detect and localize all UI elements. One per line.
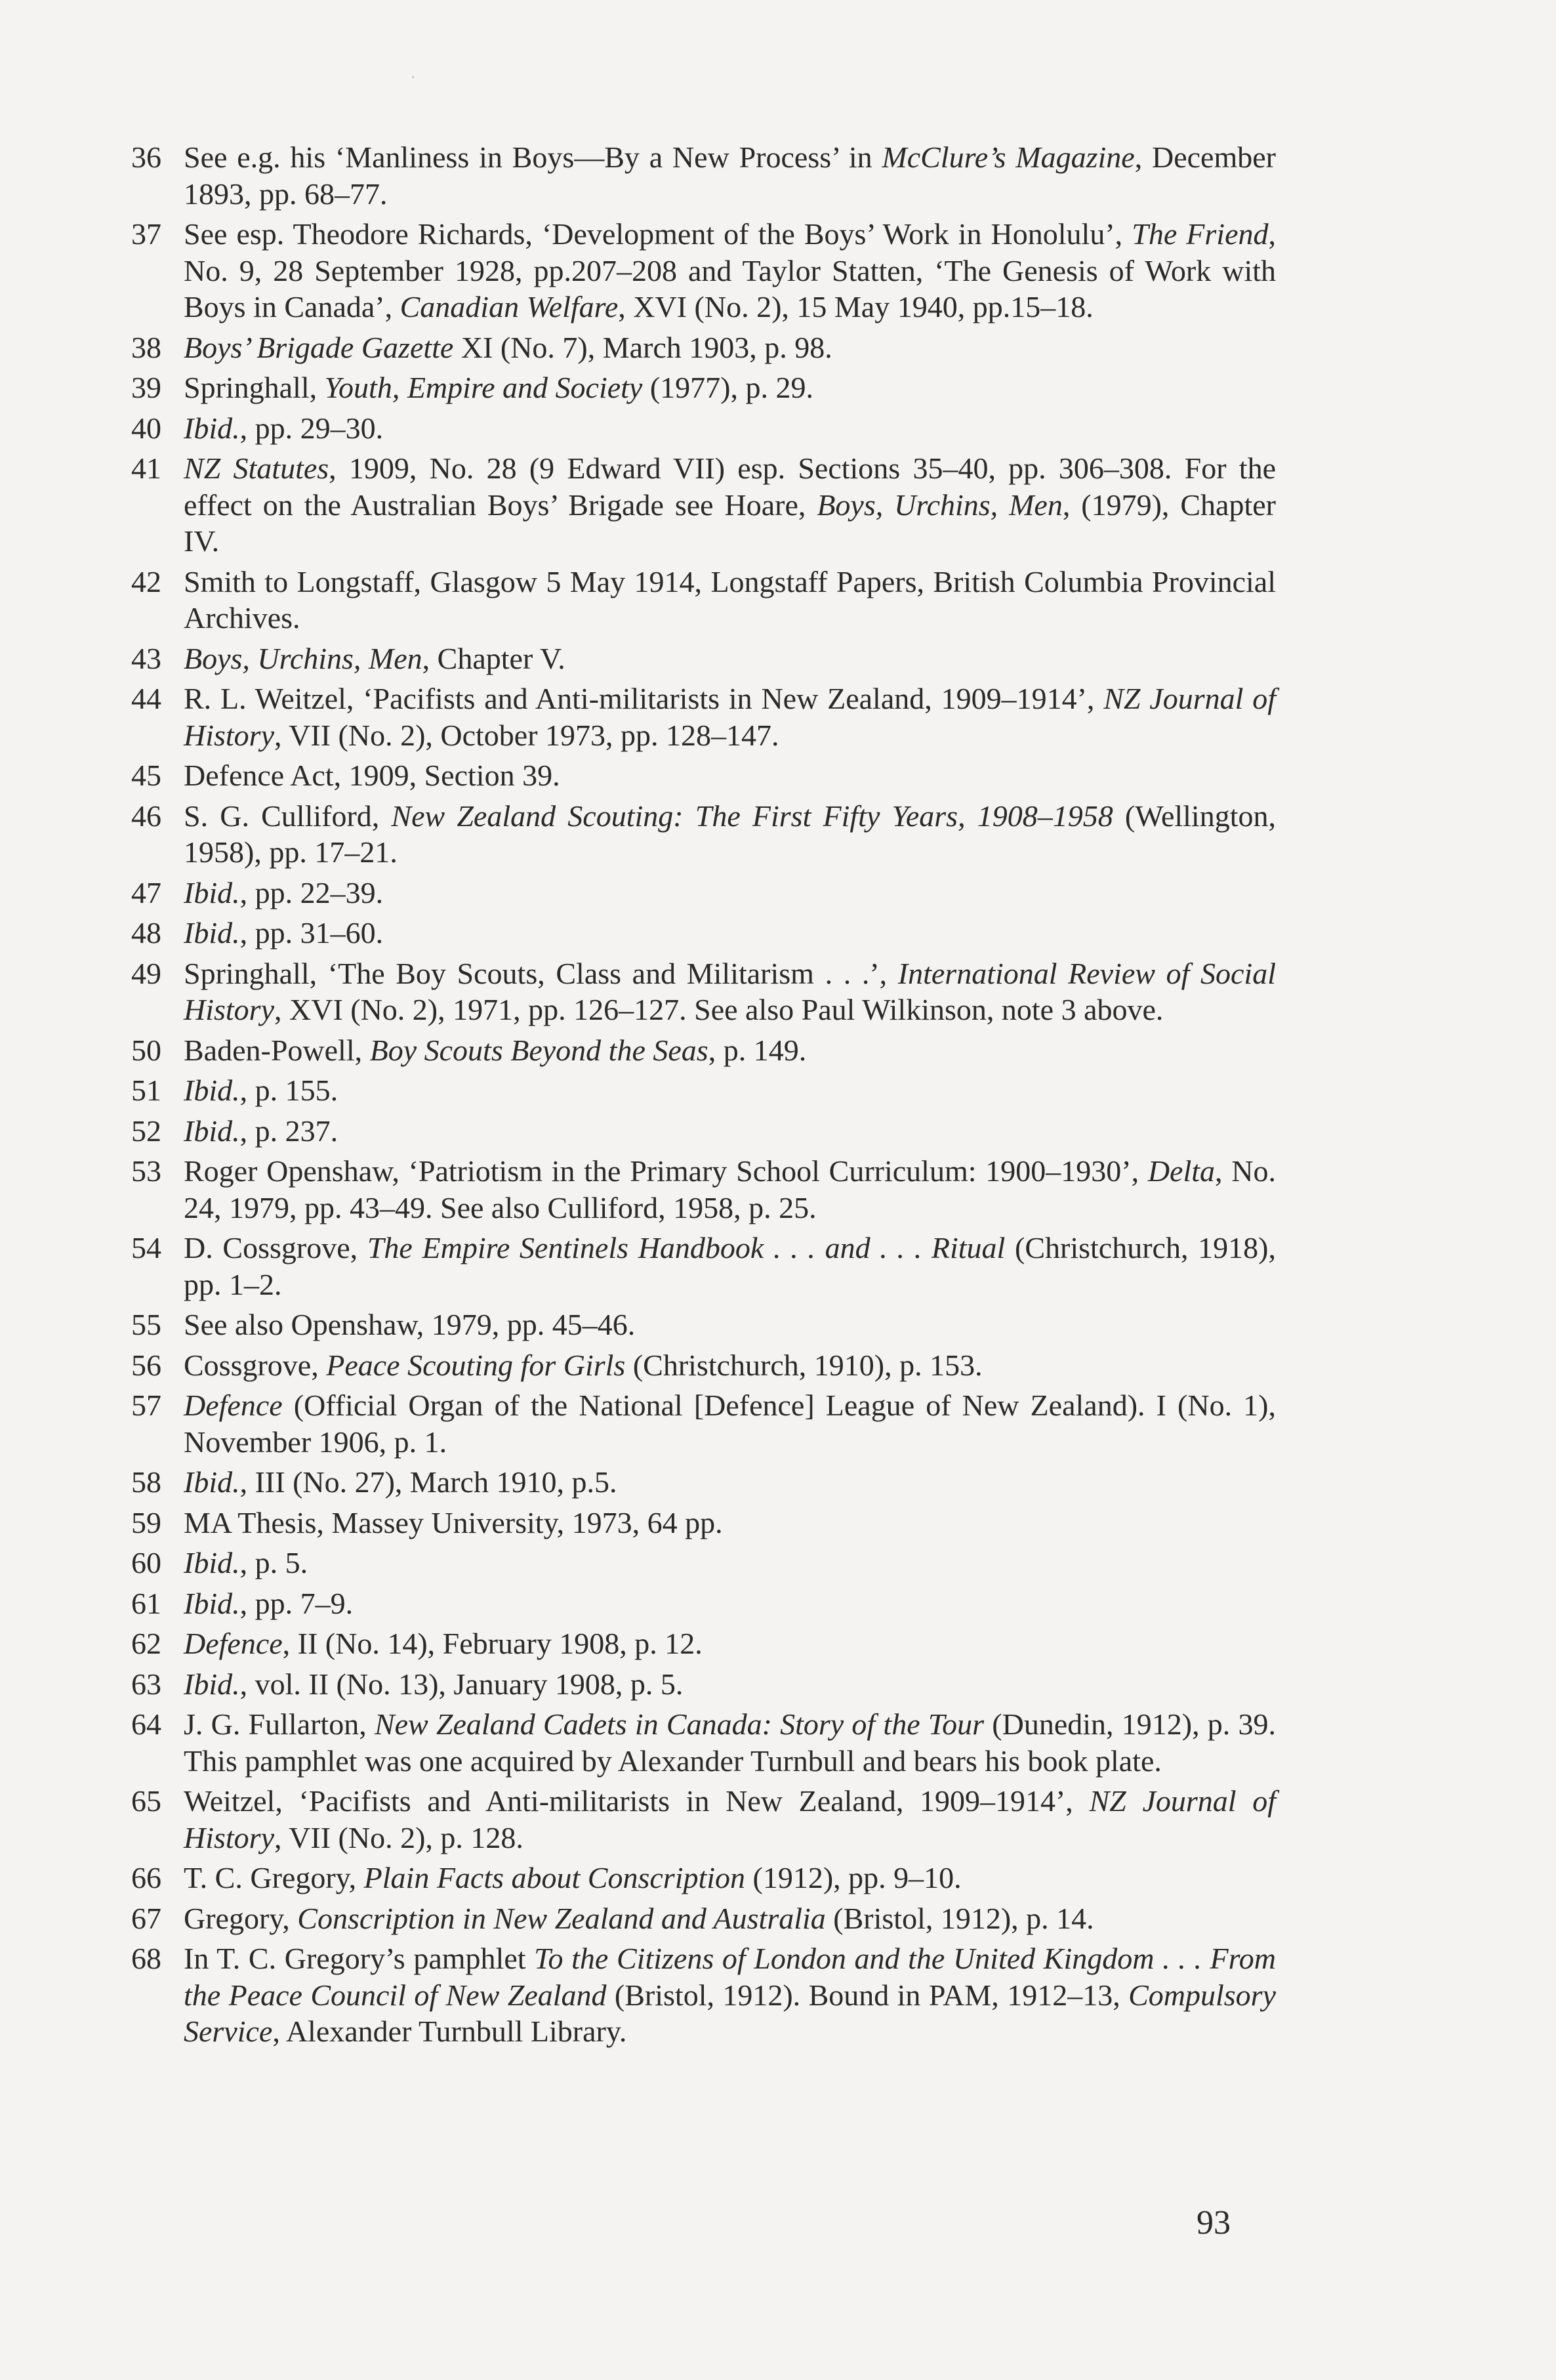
footnote-title-italic: To the Citizens of London and the United Kingdom . . . From the Peace Council of New Zealand xyxy=(184,1942,1276,2012)
footnote xyxy=(131,1306,1276,1343)
footnote-text-segment: , VII (No. 2), October 1973, pp. 128–147. xyxy=(274,718,779,752)
footnote-text-segment: , pp. 22–39. xyxy=(239,875,384,909)
footnote xyxy=(131,955,1276,1028)
footnote-number: 46 xyxy=(131,799,161,833)
footnote xyxy=(131,1940,1276,2050)
footnote-text xyxy=(184,411,383,445)
footnote-title-italic: Boys, Urchins, Men xyxy=(184,641,422,675)
footnote-text-segment: , VII (No. 2), p. 128. xyxy=(274,1820,523,1854)
footnote-number: 67 xyxy=(131,1901,161,1935)
footnote-text xyxy=(184,1154,1276,1224)
footnote-text-segment: Gregory, xyxy=(184,1901,298,1935)
footnote-number: 43 xyxy=(131,641,161,675)
footnote-text-segment: Springhall, xyxy=(184,371,325,404)
footnote-text xyxy=(184,759,560,792)
footnote xyxy=(131,1464,1276,1501)
footnote xyxy=(131,410,1276,447)
footnote-text-segment: , (1979), Chapter IV. xyxy=(184,488,1276,558)
footnote-text xyxy=(184,1348,983,1382)
footnote xyxy=(131,1347,1276,1384)
footnote xyxy=(131,329,1276,366)
footnote-text xyxy=(184,1587,353,1620)
footnote-text xyxy=(184,565,1276,635)
footnote-text-segment: , p. 237. xyxy=(239,1114,338,1148)
page-number: 93 xyxy=(1197,2204,1231,2242)
footnote-text xyxy=(184,1388,1276,1459)
footnote-text-segment: T. C. Gregory, xyxy=(184,1861,364,1894)
footnote-number: 63 xyxy=(131,1667,161,1701)
footnote-number: 49 xyxy=(131,956,161,990)
footnote-text-segment: MA Thesis, Massey University, 1973, 64 pp. xyxy=(184,1505,723,1539)
footnote-text-segment: (Bristol, 1912), p. 14. xyxy=(825,1901,1094,1935)
footnote-text-segment: (Dunedin, 1912), p. 39. This pamphlet was one acquired by Alexander Turnbull and bears his book plate. xyxy=(184,1707,1276,1778)
footnote-title-italic: Compulsory Service xyxy=(184,1978,1276,2048)
footnote-text xyxy=(184,1506,723,1539)
footnote-text-segment: , vol. II (No. 13), January 1908, p. 5. xyxy=(239,1667,684,1701)
footnote-text-segment: XI (No. 7), March 1903, p. 98. xyxy=(453,330,832,364)
footnote-title-italic: Conscription in New Zealand and Australia xyxy=(297,1901,826,1935)
footnote-title-italic: Youth, Empire and Society xyxy=(324,371,643,404)
footnote-text-segment: , Chapter V. xyxy=(422,641,565,675)
footnote-text xyxy=(184,1861,962,1894)
footnote-text-segment: , Alexander Turnbull Library. xyxy=(272,2015,627,2048)
footnote-text-segment: Smith to Longstaff, Glasgow 5 May 1914, Longstaff Papers, British Columbia Provincial Archives. xyxy=(184,564,1276,635)
footnote xyxy=(131,1113,1276,1150)
footnote-text xyxy=(184,916,383,950)
footnote-number: 51 xyxy=(131,1074,161,1107)
footnote-text-segment: , p. 5. xyxy=(239,1546,308,1579)
footnote-number: 62 xyxy=(131,1627,161,1660)
footnote-title-italic: The Empire Sentinels Handbook . . . and . . . Ritual xyxy=(367,1231,1006,1264)
footnote xyxy=(131,1625,1276,1662)
footnote-title-italic: Ibid. xyxy=(184,1546,240,1579)
footnote-text-segment: (Bristol, 1912). Bound in PAM, 1912–13, xyxy=(606,1978,1129,2012)
footnote-text xyxy=(184,957,1276,1027)
footnote-title-italic: Canadian Welfare xyxy=(399,290,619,324)
footnote xyxy=(131,875,1276,911)
footnote-title-italic: Ibid. xyxy=(184,1667,240,1701)
footnote-text-segment: , p. 149. xyxy=(708,1033,807,1067)
footnote-text xyxy=(184,1902,1094,1935)
footnote xyxy=(131,1585,1276,1622)
footnote-number: 58 xyxy=(131,1465,161,1499)
footnote-text-segment: , XVI (No. 2), 15 May 1940, pp.15–18. xyxy=(618,290,1094,324)
footnote-text-segment: , p. 155. xyxy=(239,1074,338,1107)
footnote-text-segment: , pp. 31–60. xyxy=(239,916,384,950)
footnote-text-segment: S. G. Culliford, xyxy=(184,799,392,833)
footnote-number: 60 xyxy=(131,1546,161,1579)
footnote xyxy=(131,1032,1276,1069)
footnote xyxy=(131,1706,1276,1779)
footnote-text xyxy=(184,1546,308,1579)
footnote xyxy=(131,640,1276,677)
footnote-title-italic: New Zealand Cadets in Canada: Story of the Tour xyxy=(374,1707,985,1741)
footnote-title-italic: Peace Scouting for Girls xyxy=(326,1348,626,1382)
footnote-number: 57 xyxy=(131,1388,161,1422)
footnote-text xyxy=(184,876,383,909)
footnote-number: 55 xyxy=(131,1308,161,1341)
footnote-text-segment: Cossgrove, xyxy=(184,1348,327,1382)
footnote xyxy=(131,1545,1276,1581)
footnote-text xyxy=(184,682,1276,752)
footnote xyxy=(131,757,1276,794)
footnote-text-segment: (Christchurch, 1910), p. 153. xyxy=(625,1348,983,1382)
footnote-text-segment: Weitzel, ‘Pacifists and Anti-militarists in New Zealand, 1909–1914’, xyxy=(184,1784,1090,1818)
footnote xyxy=(131,564,1276,637)
footnote xyxy=(131,680,1276,753)
footnote-text-segment: See e.g. his ‘Manliness in Boys—By a New Process’ in xyxy=(184,140,882,174)
footnote-number: 48 xyxy=(131,916,161,950)
footnote-text-segment: (Official Organ of the National [Defence] League of New Zealand). I (No. 1), November 1906, p. 1. xyxy=(184,1388,1276,1459)
footnote-title-italic: NZ Statutes xyxy=(184,451,329,485)
footnote-text-segment: Springhall, ‘The Boy Scouts, Class and Militarism . . .’, xyxy=(184,956,898,990)
footnote-number: 40 xyxy=(131,411,161,445)
footnote-text xyxy=(184,1231,1276,1301)
footnote-number: 41 xyxy=(131,451,161,485)
footnote-text xyxy=(184,217,1276,324)
footnote-text xyxy=(184,1033,806,1067)
footnote-number: 38 xyxy=(131,330,161,364)
footnote-number: 59 xyxy=(131,1505,161,1539)
footnote-title-italic: Delta xyxy=(1147,1154,1216,1188)
footnote xyxy=(131,1666,1276,1703)
footnote-title-italic: Ibid. xyxy=(184,1074,240,1107)
footnote-text-segment: , XVI (No. 2), 1971, pp. 126–127. See also Paul Wilkinson, note 3 above. xyxy=(274,993,1164,1026)
footnote-number: 45 xyxy=(131,759,161,792)
footnote-text-segment: In T. C. Gregory’s pamphlet xyxy=(184,1942,535,1975)
footnote-text-segment: D. Cossgrove, xyxy=(184,1231,367,1264)
paper-speck xyxy=(412,76,414,78)
footnote xyxy=(131,139,1276,212)
footnote-title-italic: NZ Journal of History xyxy=(184,682,1276,752)
footnote xyxy=(131,1783,1276,1856)
footnote-text xyxy=(184,1074,338,1107)
footnote-title-italic: Ibid. xyxy=(184,1465,240,1499)
footnote-number: 37 xyxy=(131,217,161,251)
footnote-text-segment: Defence Act, 1909, Section 39. xyxy=(184,759,560,792)
footnote-title-italic: Ibid. xyxy=(184,1586,240,1620)
footnote-number: 66 xyxy=(131,1861,161,1894)
footnote-text xyxy=(184,140,1276,211)
footnote-title-italic: Ibid. xyxy=(184,411,240,445)
footnote-text-segment: (1977), p. 29. xyxy=(642,371,813,404)
footnote xyxy=(131,1072,1276,1109)
footnote-text xyxy=(184,1114,338,1148)
footnote xyxy=(131,369,1276,406)
footnote-text xyxy=(184,331,832,364)
footnote-number: 42 xyxy=(131,564,161,598)
footnote xyxy=(131,1505,1276,1541)
footnote-number: 44 xyxy=(131,682,161,715)
footnote xyxy=(131,798,1276,871)
footnote-text xyxy=(184,642,565,675)
footnote-text-segment: (Christchurch, 1918), pp. 1–2. xyxy=(184,1231,1276,1301)
footnote-title-italic: Ibid. xyxy=(184,916,240,950)
footnote-title-italic: Boys’ Brigade Gazette xyxy=(184,330,454,364)
footnotes-list xyxy=(131,139,1276,2054)
footnote-text xyxy=(184,1308,635,1341)
footnote-title-italic: Ibid. xyxy=(184,1114,240,1148)
footnote-number: 56 xyxy=(131,1348,161,1382)
footnote-text-segment: See also Openshaw, 1979, pp. 45–46. xyxy=(184,1308,636,1341)
footnote-text-segment: J. G. Fullarton, xyxy=(184,1707,375,1741)
footnote-text xyxy=(184,451,1276,558)
footnote-text-segment: , December 1893, pp. 68–77. xyxy=(184,140,1276,211)
footnote-text-segment: , pp. 29–30. xyxy=(239,411,384,445)
footnote-title-italic: Boy Scouts Beyond the Seas xyxy=(369,1033,708,1067)
footnote-text-segment: , pp. 7–9. xyxy=(239,1586,354,1620)
footnote-text-segment: , No. 9, 28 September 1928, pp.207–208 and Taylor Statten, ‘The Genesis of Work with Boys in Canada’, xyxy=(184,217,1277,324)
footnote-number: 39 xyxy=(131,371,161,404)
footnote-number: 65 xyxy=(131,1784,161,1818)
footnote-title-italic: Defence xyxy=(184,1627,283,1660)
footnote-text xyxy=(184,1942,1276,2048)
footnote-title-italic: Boys, Urchins, Men xyxy=(817,488,1063,522)
footnote-number: 64 xyxy=(131,1707,161,1741)
footnote xyxy=(131,450,1276,560)
footnote-number: 61 xyxy=(131,1586,161,1620)
footnote-title-italic: Defence xyxy=(184,1388,283,1422)
footnote-text xyxy=(184,1465,617,1499)
footnote-text-segment: (Wellington, 1958), pp. 17–21. xyxy=(184,799,1276,869)
footnote-number: 50 xyxy=(131,1033,161,1067)
footnote xyxy=(131,1900,1276,1937)
footnote-text-segment: R. L. Weitzel, ‘Pacifists and Anti-militarists in New Zealand, 1909–1914’, xyxy=(184,682,1104,715)
footnote-text-segment: , No. 24, 1979, pp. 43–49. See also Culliford, 1958, p. 25. xyxy=(184,1154,1276,1224)
footnote-number: 68 xyxy=(131,1942,161,1975)
footnote-text-segment: (1912), pp. 9–10. xyxy=(745,1861,962,1894)
footnote-title-italic: McClure’s Magazine xyxy=(882,140,1135,174)
footnote-text-segment: , 1909, No. 28 (9 Edward VII) esp. Sections 35–40, pp. 306–308. For the effect on the Australian Boys’ Brigade see Hoare, xyxy=(184,451,1276,522)
footnote xyxy=(131,1153,1276,1226)
footnote-text xyxy=(184,1627,703,1660)
footnote xyxy=(131,1230,1276,1303)
footnote-text-segment: Roger Openshaw, ‘Patriotism in the Primary School Curriculum: 1900–1930’, xyxy=(184,1154,1148,1188)
footnote-title-italic: New Zealand Scouting: The First Fifty Years, 1908–1958 xyxy=(391,799,1113,833)
footnote-number: 52 xyxy=(131,1114,161,1148)
footnote-title-italic: International Review of Social History xyxy=(184,956,1276,1026)
footnote-text-segment: See esp. Theodore Richards, ‘Development of the Boys’ Work in Honolulu’, xyxy=(184,217,1132,251)
footnote-number: 47 xyxy=(131,875,161,909)
footnote-number: 53 xyxy=(131,1154,161,1188)
footnote-text xyxy=(184,371,813,404)
footnote-number: 36 xyxy=(131,140,161,174)
footnote xyxy=(131,1387,1276,1460)
footnote-text-segment: , II (No. 14), February 1908, p. 12. xyxy=(282,1627,703,1660)
footnote-title-italic: NZ Journal of History xyxy=(184,1784,1276,1854)
footnote xyxy=(131,1860,1276,1896)
footnote-title-italic: Ibid. xyxy=(184,875,240,909)
footnote-text-segment: , III (No. 27), March 1910, p.5. xyxy=(239,1465,617,1499)
footnote-title-italic: The Friend xyxy=(1132,217,1269,251)
footnote xyxy=(131,915,1276,951)
footnote-text-segment: Baden-Powell, xyxy=(184,1033,370,1067)
footnote-text xyxy=(184,1784,1276,1854)
footnote xyxy=(131,216,1276,325)
footnote-title-italic: Plain Facts about Conscription xyxy=(363,1861,746,1894)
footnote-number: 54 xyxy=(131,1231,161,1264)
footnote-text xyxy=(184,799,1276,869)
footnote-text xyxy=(184,1707,1276,1778)
footnote-text xyxy=(184,1667,683,1701)
